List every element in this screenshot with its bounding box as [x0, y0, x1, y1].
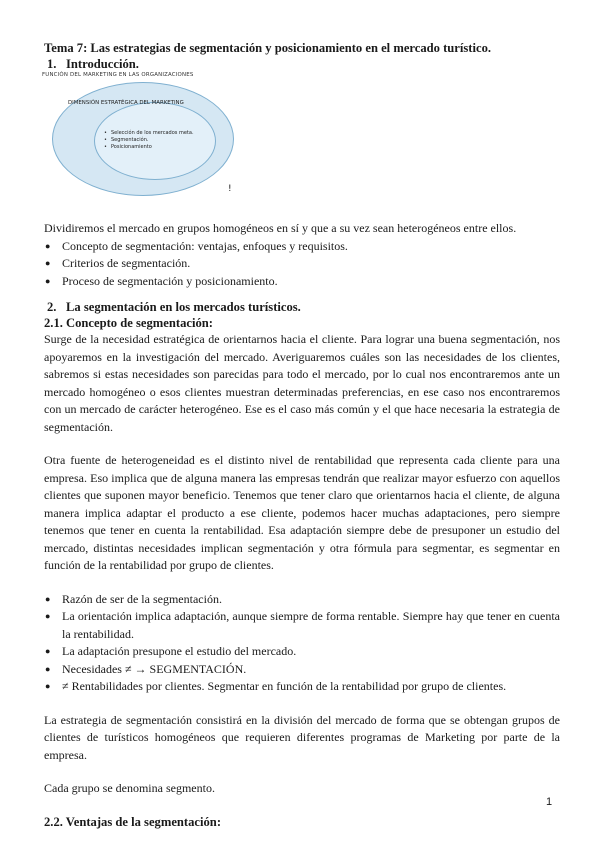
- diagram-mark: !: [228, 184, 232, 194]
- section-heading-segmentacion: [47, 299, 560, 315]
- list-item: ● La adaptación presupone el estudio del mercado.: [44, 643, 560, 661]
- intro-bullet-list: [44, 238, 560, 291]
- list-item: ● Concepto de segmentación: ventajas, enfoques y requisitos.: [44, 238, 560, 256]
- diagram-item-list: [104, 130, 194, 151]
- subsection-heading: 2.1. Concepto de segmentación:: [44, 316, 213, 330]
- section-number: 1.: [47, 57, 57, 71]
- list-item: ● Razón de ser de la segmentación.: [44, 591, 560, 609]
- document-page: [44, 40, 560, 830]
- section-heading-introduccion: [47, 56, 560, 72]
- body-paragraph: Otra fuente de heterogeneidad es el distinto nivel de rentabilidad que representa cada cliente para una empresa. Eso implica que de alguna manera las empresas tendrán que realizar mayor esfuerzo con aquellos clientes que suponen mayor beneficio. Tenemos que tener claro que orientarnos hacia el cliente, de alguna manera implica adaptar el producto a ese cliente, podemos hacer muchas adaptaciones, pero siempre tenemos que tener en cuenta la rentabilidad. Esa adaptación siempre debe de presuponer un estudio del mercado, distintas necesidades implican segmentación y otra fórmula para segmentar, es segmentar en función de la rentabilidad por grupo de clientes.: [44, 453, 560, 572]
- list-item: ● Proceso de segmentación y posicionamiento.: [44, 273, 560, 291]
- bullet-list: [44, 591, 560, 696]
- diagram-outer-label: FUNCIÓN DEL MARKETING EN LAS ORGANIZACIONES: [42, 72, 194, 78]
- diagram-item: • Segmentación.: [104, 137, 194, 144]
- intro-paragraph: Dividiremos el mercado en grupos homogéneos en sí y que a su vez sean heterogéneos entre ellos.: [44, 221, 517, 235]
- diagram-item: • Selección de los mercados meta.: [104, 130, 194, 137]
- subsection-heading: 2.2. Ventajas de la segmentación:: [44, 814, 222, 829]
- body-paragraph: Cada grupo se denomina segmento.: [44, 781, 215, 795]
- body-paragraph: Surge de la necesidad estratégica de orientarnos hacia el cliente. Para lograr una buena segmentación, nos apoyaremos en la investigación del mercado. Averiguaremos cuáles son las necesidades de los clientes, sabremos si estas necesidades son parecidas para todo el mercado, por lo cual nos encontraremos ante un mercado homogéneo o esos clientes muestran determinadas preferencias, en ese caso nos encontraremos con un mercado de carácter heterogéneo. Ese es el caso más común y el que hace necesaria la estrategia de segmentación.: [44, 332, 560, 434]
- section-number: 2.: [47, 300, 57, 314]
- page-number: 1: [546, 796, 553, 808]
- diagram-item: • Posicionamiento: [104, 144, 194, 151]
- marketing-diagram: [40, 72, 232, 200]
- list-item: ● ≠ Rentabilidades por clientes. Segmentar en función de la rentabilidad por grupo de clientes.: [44, 678, 560, 696]
- section-label: Introducción.: [66, 57, 139, 71]
- list-item: ● Criterios de segmentación.: [44, 255, 560, 273]
- body-paragraph: La estrategia de segmentación consistirá en la división del mercado de forma que se obtengan grupos de clientes de turísticos homogéneos que requieren diferentes programas de Marketing por parte de la empresa.: [44, 712, 560, 762]
- diagram-inner-label: DIMENSIÓN ESTRATÉGICA DEL MARKETING: [68, 100, 184, 106]
- list-item: ● La orientación implica adaptación, aunque siempre de forma rentable. Siempre hay que tener en cuenta la rentabilidad.: [44, 608, 560, 643]
- document-title: Tema 7: Las estrategias de segmentación y posicionamiento en el mercado turístico.: [44, 41, 492, 55]
- list-item: ● Necesidades ≠ → SEGMENTACIÓN.: [44, 661, 560, 679]
- section-label: La segmentación en los mercados turísticos.: [66, 300, 301, 314]
